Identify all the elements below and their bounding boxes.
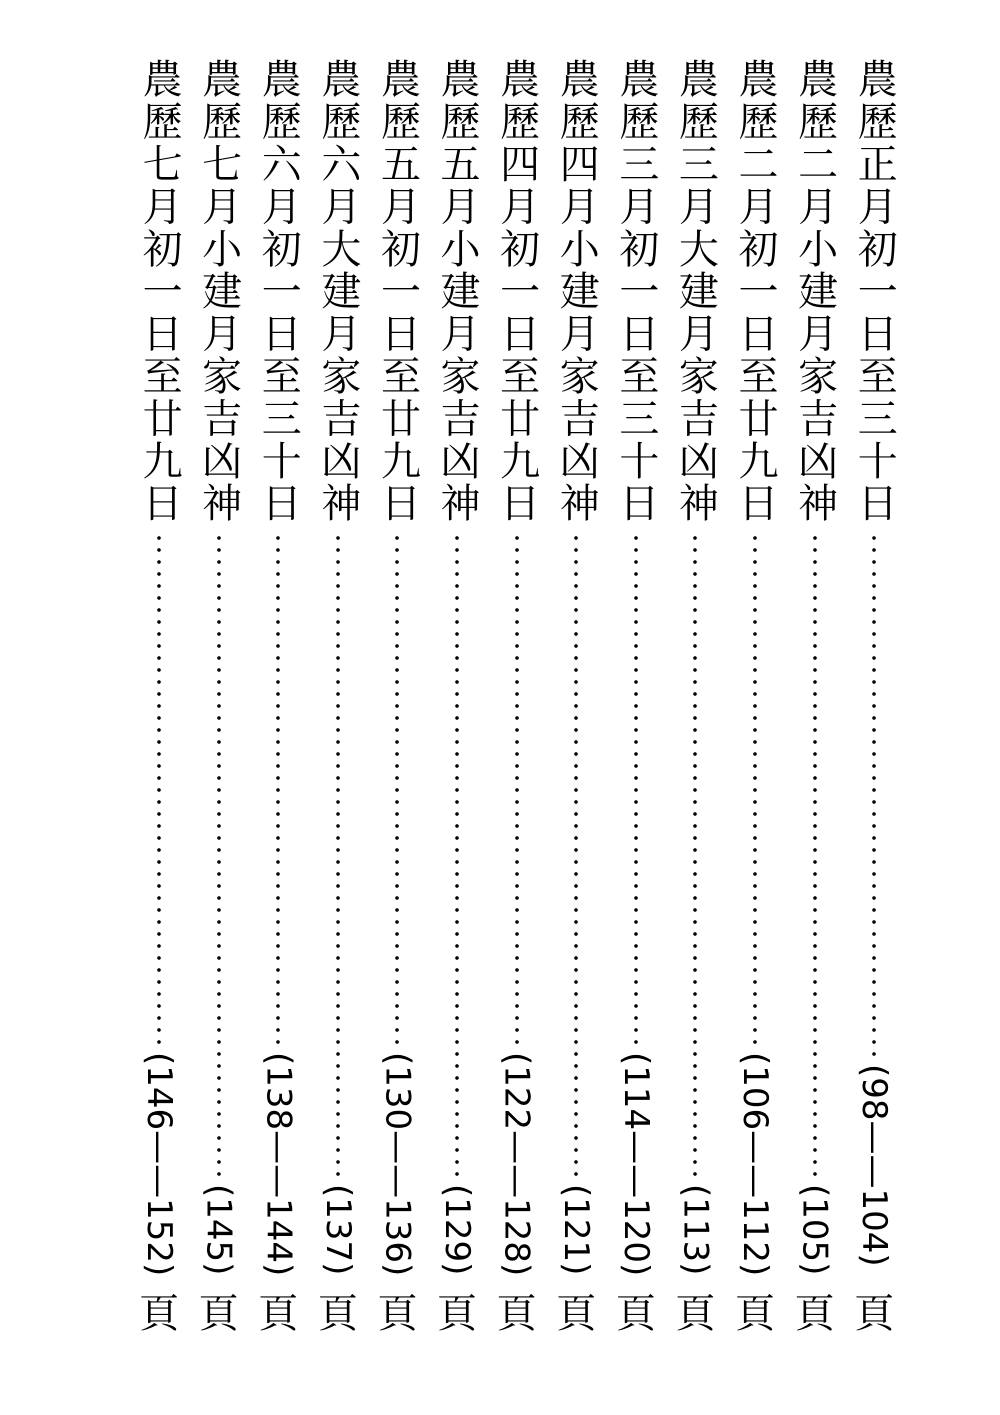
entry-page-suffix: 頁 (854, 1291, 895, 1337)
dot-leader (216, 532, 222, 1180)
entry-page-suffix: 頁 (735, 1291, 776, 1337)
entry-pages: (122——128) (496, 1052, 537, 1277)
entry-title: 農歷七月初一日至廿九日 (136, 58, 183, 525)
entry-page-suffix: 頁 (437, 1291, 478, 1337)
entry-title: 農歷二月初一日至廿九日 (732, 58, 779, 525)
toc-entry (844, 58, 904, 1358)
dot-leader (275, 532, 281, 1048)
entry-pages: (129) (437, 1184, 478, 1276)
toc-entry (129, 58, 189, 1358)
dot-leader (394, 532, 400, 1048)
dot-leader (454, 532, 460, 1180)
entry-title: 農歷六月初一日至三十日 (255, 58, 302, 525)
toc-entry (427, 58, 487, 1358)
entry-page-suffix: 頁 (317, 1291, 358, 1337)
entry-pages: (105) (794, 1184, 835, 1276)
entry-page-suffix: 頁 (377, 1291, 418, 1337)
entry-page-suffix: 頁 (675, 1291, 716, 1337)
dot-leader (335, 532, 341, 1180)
entry-pages: (98——104) (854, 1064, 895, 1268)
entry-title: 農歷二月小建月家吉凶神 (791, 58, 838, 525)
toc-entry (546, 58, 606, 1358)
dot-leader (752, 532, 758, 1048)
entry-title: 農歷五月小建月家吉凶神 (434, 58, 481, 525)
dot-leader (692, 532, 698, 1180)
toc-entry (189, 58, 249, 1358)
entry-title: 農歷四月初一日至廿九日 (493, 58, 540, 525)
toc-entry (487, 58, 547, 1358)
dot-leader (812, 532, 818, 1180)
toc-entry (368, 58, 428, 1358)
dot-leader (871, 532, 877, 1060)
dot-leader (633, 532, 639, 1048)
entry-pages: (114——120) (615, 1052, 656, 1277)
dot-leader (514, 532, 520, 1048)
toc-entry (308, 58, 368, 1358)
entry-title: 農歷六月大建月家吉凶神 (314, 58, 361, 525)
toc-entries (129, 58, 904, 1358)
entry-page-suffix: 頁 (794, 1291, 835, 1337)
entry-page-suffix: 頁 (615, 1291, 656, 1337)
entry-page-suffix: 頁 (496, 1291, 537, 1337)
entry-pages: (145) (198, 1184, 239, 1276)
toc-entry (606, 58, 666, 1358)
entry-pages: (121) (556, 1184, 597, 1276)
entry-title: 農歷三月大建月家吉凶神 (672, 58, 719, 525)
entry-pages: (146——152) (139, 1052, 180, 1277)
entry-page-suffix: 頁 (556, 1291, 597, 1337)
toc-entry (248, 58, 308, 1358)
entry-page-suffix: 頁 (198, 1291, 239, 1337)
toc-entry (666, 58, 726, 1358)
entry-pages: (137) (317, 1184, 358, 1276)
dot-leader (156, 532, 162, 1048)
entry-title: 農歷正月初一日至三十日 (851, 58, 898, 525)
entry-pages: (130——136) (377, 1052, 418, 1277)
toc-entry (785, 58, 845, 1358)
entry-title: 農歷三月初一日至三十日 (612, 58, 659, 525)
entry-title: 農歷五月初一日至廿九日 (374, 58, 421, 525)
entry-pages: (106——112) (735, 1052, 776, 1277)
entry-pages: (138——144) (258, 1052, 299, 1277)
entry-title: 農歷七月小建月家吉凶神 (195, 58, 242, 525)
dot-leader (573, 532, 579, 1180)
entry-page-suffix: 頁 (258, 1291, 299, 1337)
entry-title: 農歷四月小建月家吉凶神 (553, 58, 600, 525)
entry-page-suffix: 頁 (139, 1291, 180, 1337)
toc-entry (725, 58, 785, 1358)
entry-pages: (113) (675, 1184, 716, 1276)
